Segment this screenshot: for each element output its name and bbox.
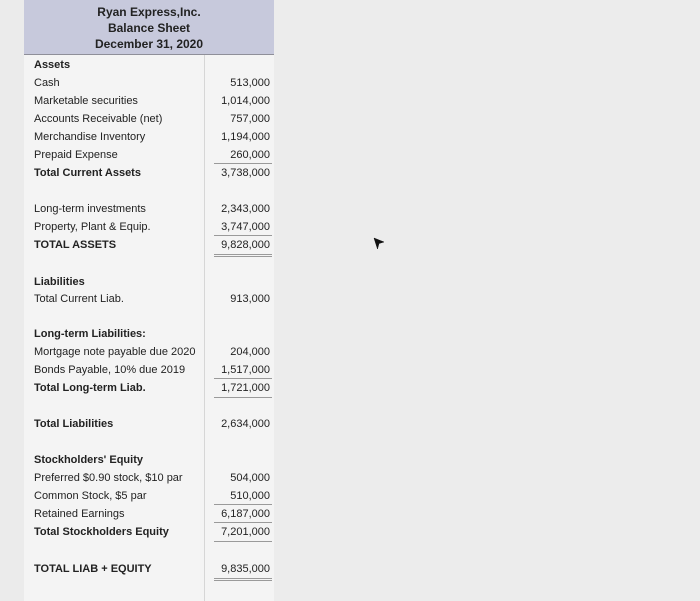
row-label: Bonds Payable, 10% due 2019 [34, 364, 186, 376]
equity-heading: Stockholders' Equity [34, 454, 143, 466]
row-label: Total Current Assets [34, 167, 141, 179]
row-value: 2,343,000 [221, 203, 270, 215]
cursor-arrow-icon [373, 237, 385, 251]
table-row [34, 343, 272, 361]
table-row [34, 128, 272, 146]
statement-title: Balance Sheet [107, 21, 191, 35]
row-value: 3,738,000 [221, 167, 270, 179]
row-label: Total Long-term Liab. [34, 382, 146, 394]
row-label: Preferred $0.90 stock, $10 par [34, 472, 183, 484]
row-value: 1,517,000 [221, 364, 270, 376]
table-row [34, 505, 272, 523]
long-term-heading-row [34, 325, 272, 343]
row-value: 9,828,000 [221, 239, 270, 251]
row-label: Mortgage note payable due 2020 [34, 346, 196, 358]
table-row [34, 200, 272, 218]
balance-sheet [24, 0, 274, 601]
row-label: Total Current Liab. [34, 293, 124, 305]
company-name: Ryan Express,Inc. [97, 5, 201, 19]
double-underline [214, 254, 272, 255]
row-value: 757,000 [230, 113, 270, 125]
grand-total-row [34, 560, 272, 578]
blank-area [274, 0, 700, 601]
equity-heading-row [34, 451, 272, 469]
row-label: Merchandise Inventory [34, 131, 146, 143]
row-label: Property, Plant & Equip. [34, 221, 151, 233]
table-row [34, 361, 272, 379]
double-underline [214, 578, 272, 579]
row-label: Total Liabilities [34, 418, 114, 430]
table-row [34, 110, 272, 128]
row-label: Cash [34, 77, 60, 89]
underline [214, 397, 272, 398]
table-row [34, 218, 272, 236]
liabilities-heading: Liabilities [34, 276, 85, 288]
assets-heading: Assets [34, 59, 71, 71]
row-label: TOTAL ASSETS [34, 239, 117, 251]
row-label: TOTAL LIAB + EQUITY [34, 563, 152, 575]
table-row [34, 74, 272, 92]
double-underline [214, 256, 272, 257]
row-label: Common Stock, $5 par [34, 490, 147, 502]
long-term-heading: Long-term Liabilities: [34, 328, 146, 340]
total-row [34, 236, 272, 254]
row-value: 513,000 [230, 77, 270, 89]
row-value: 7,201,000 [221, 526, 270, 538]
row-value: 9,835,000 [221, 563, 270, 575]
row-value: 204,000 [230, 346, 270, 358]
row-value: 1,721,000 [221, 382, 270, 394]
row-value: 1,014,000 [221, 95, 270, 107]
row-label: Retained Earnings [34, 508, 125, 520]
total-row [34, 415, 272, 433]
row-value: 913,000 [230, 293, 270, 305]
sheet-header [24, 0, 274, 55]
row-value: 504,000 [230, 472, 270, 484]
table-row [34, 146, 272, 164]
row-value: 260,000 [230, 149, 270, 161]
row-value: 1,194,000 [221, 131, 270, 143]
total-row [34, 379, 272, 397]
row-value: 510,000 [230, 490, 270, 502]
row-label: Prepaid Expense [34, 149, 118, 161]
liabilities-heading-row [34, 273, 272, 291]
row-label: Total Stockholders Equity [34, 526, 169, 538]
row-label: Long-term investments [34, 203, 146, 215]
total-row [34, 290, 272, 308]
table-row [34, 92, 272, 110]
row-label: Marketable securities [34, 95, 138, 107]
table-row [34, 469, 272, 487]
underline [214, 541, 272, 542]
row-value: 3,747,000 [221, 221, 270, 233]
statement-date: December 31, 2020 [94, 37, 204, 51]
assets-heading-row [34, 56, 272, 74]
row-value: 2,634,000 [221, 418, 270, 430]
table-row [34, 487, 272, 505]
row-value: 6,187,000 [221, 508, 270, 520]
double-underline [214, 580, 272, 581]
total-row [34, 523, 272, 541]
row-label: Accounts Receivable (net) [34, 113, 163, 125]
total-row [34, 164, 272, 182]
